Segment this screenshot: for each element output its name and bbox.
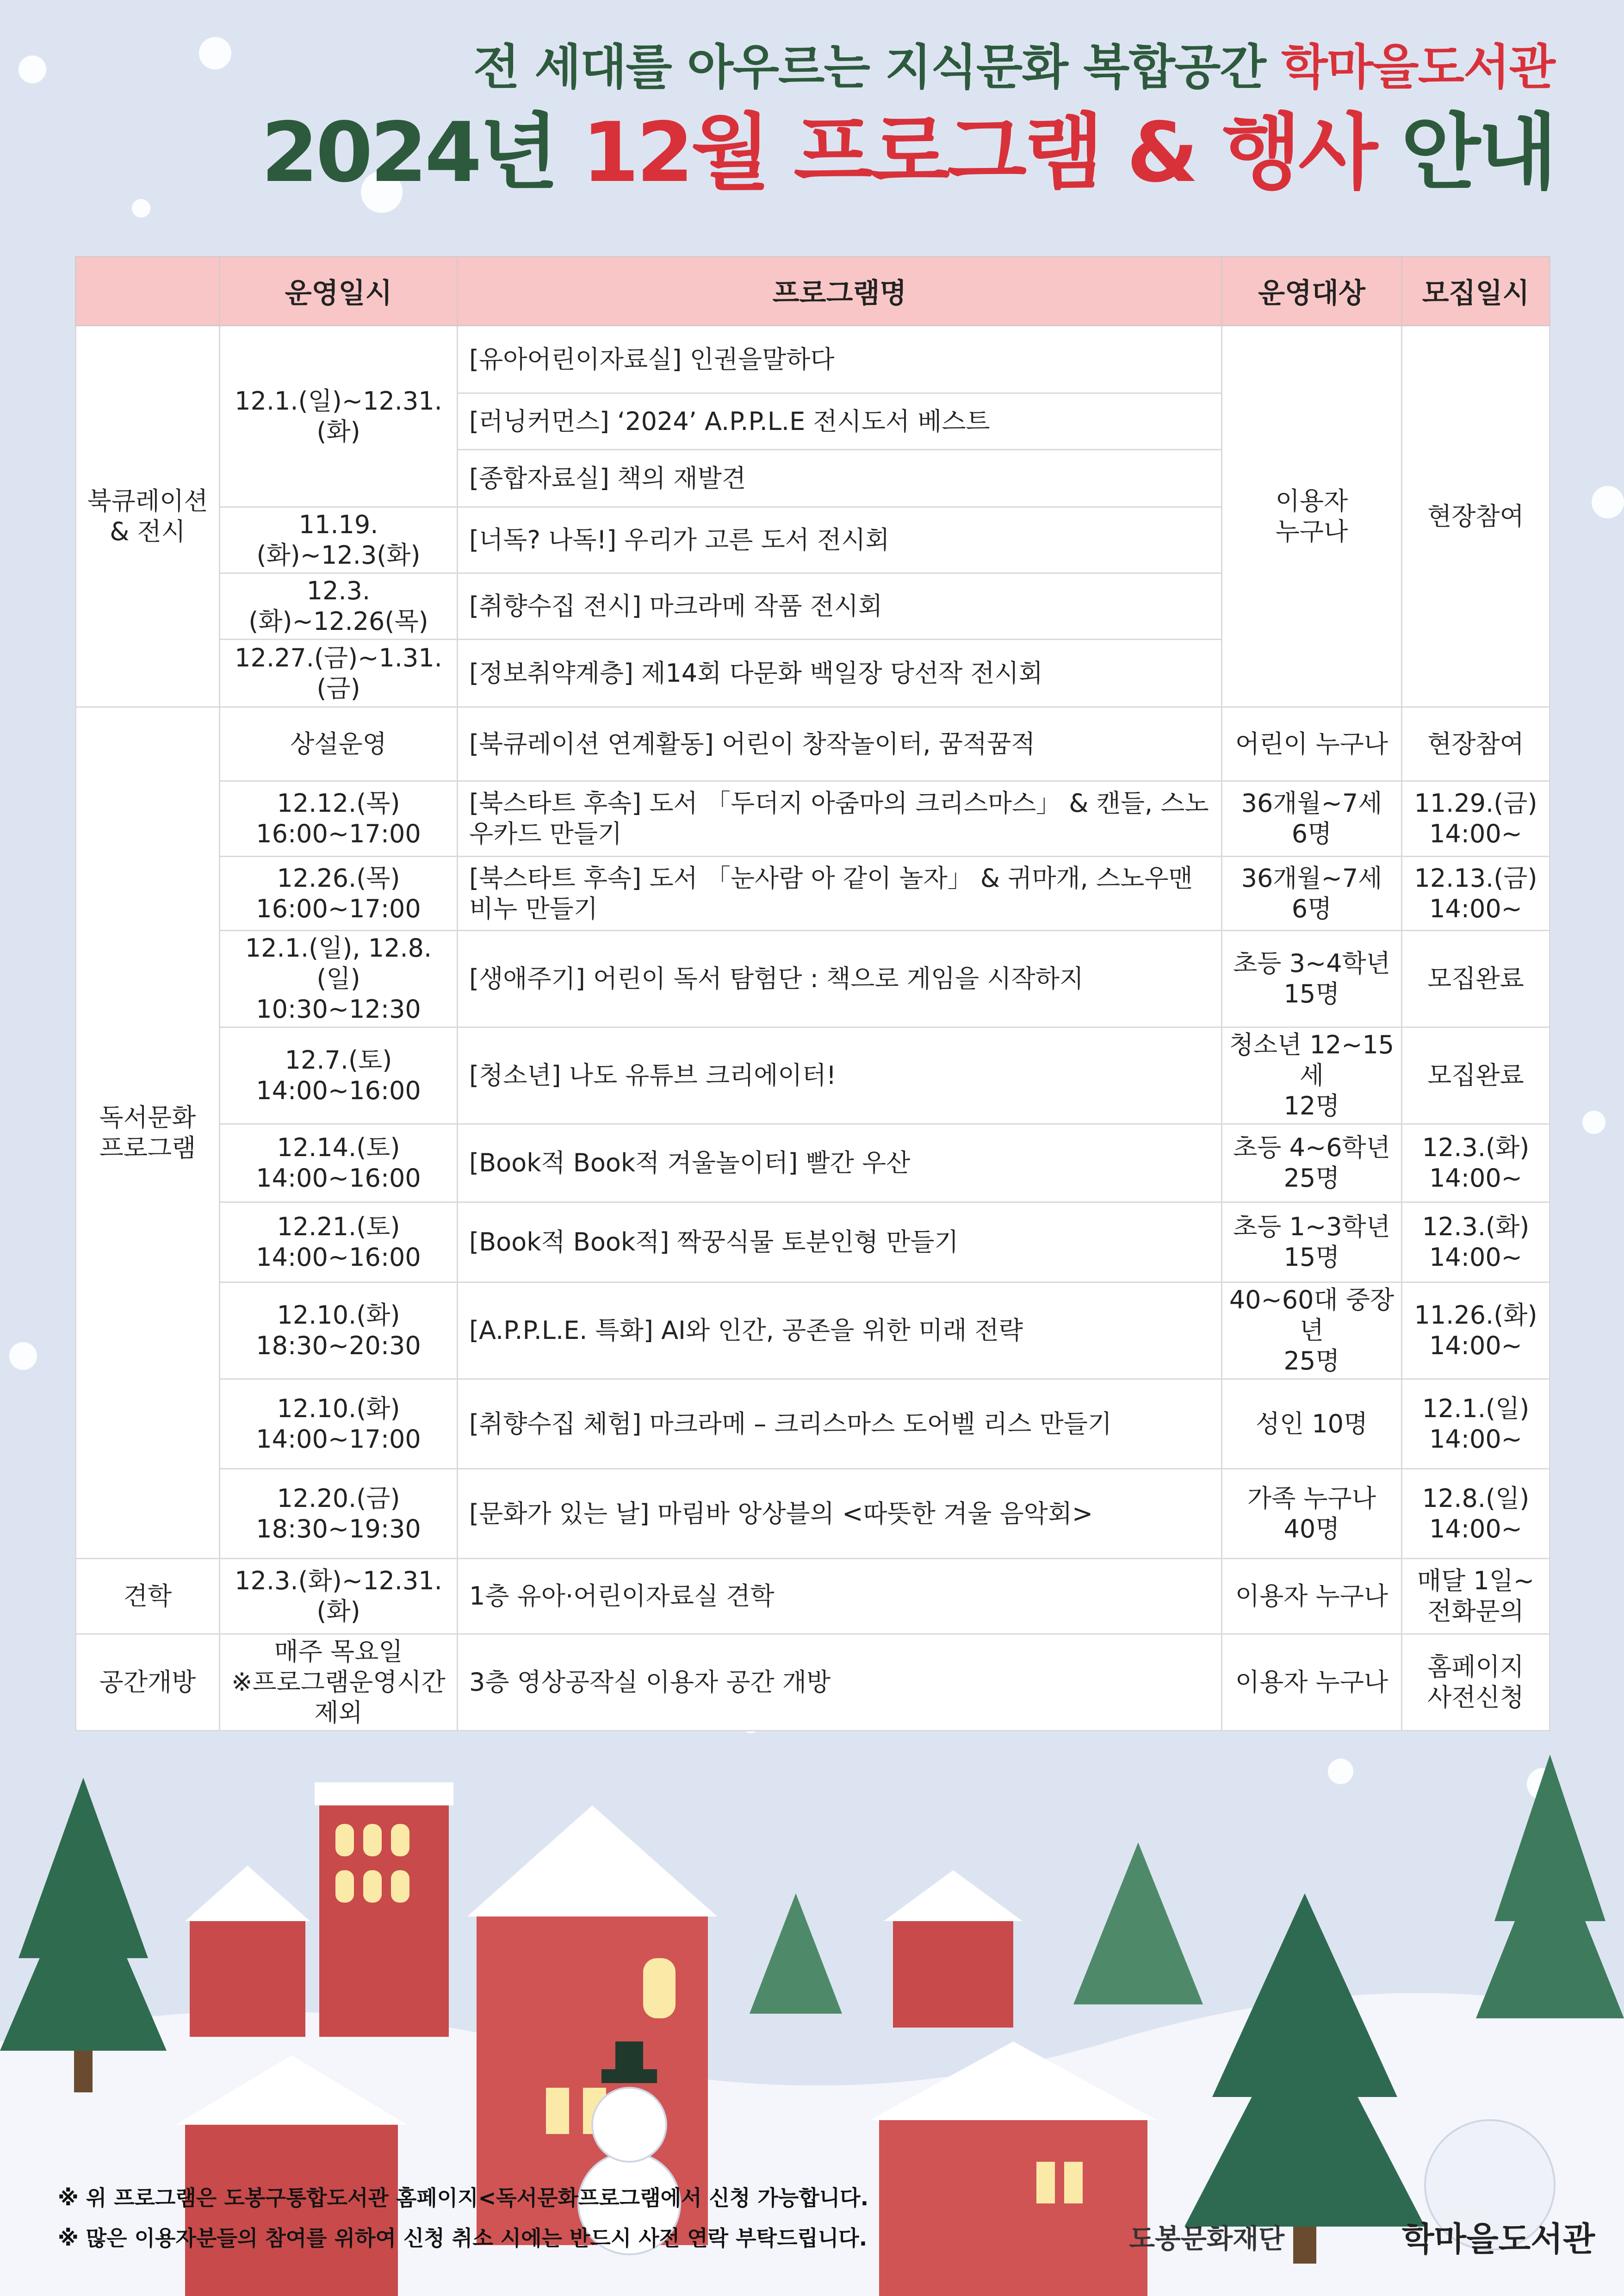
- program-name-cell: [종합자료실] 책의 재발견: [458, 450, 1222, 507]
- subtitle-library: 학마을도서관: [1281, 39, 1555, 95]
- recruit-cell: 현장참여: [1402, 707, 1550, 781]
- recruit-cell: 현장참여: [1402, 326, 1550, 707]
- recruit-cell: 모집완료: [1402, 1027, 1550, 1124]
- foundation-logo: [1129, 2217, 1284, 2256]
- target-cell: 40~60대 중장년 25명: [1222, 1282, 1402, 1379]
- target-cell: 36개월~7세 6명: [1222, 781, 1402, 857]
- title-year: 2024년: [261, 105, 556, 200]
- header-category: [76, 257, 220, 326]
- table-row: [76, 1469, 1550, 1559]
- subtitle-prefix: 전 세대를 아우르는 지식문화 복합공간: [473, 39, 1265, 95]
- table-body: [76, 326, 1550, 1731]
- program-name-cell: [너독? 나독!] 우리가 고른 도서 전시회: [458, 507, 1222, 573]
- table-header-row: [76, 257, 1550, 326]
- recruit-cell: 11.29.(금) 14:00~: [1402, 781, 1550, 857]
- table-row: [76, 1027, 1550, 1124]
- date-cell: 12.7.(토) 14:00~16:00: [220, 1027, 458, 1124]
- header: [0, 32, 1624, 204]
- header-date: 운영일시: [220, 257, 458, 326]
- target-cell: 초등 4~6학년 25명: [1222, 1124, 1402, 1202]
- date-cell: 매주 목요일 ※프로그램운영시간제외: [220, 1634, 458, 1731]
- date-cell: 12.1.(일), 12.8.(일) 10:30~12:30: [220, 931, 458, 1027]
- recruit-cell: 12.3.(화) 14:00~: [1402, 1124, 1550, 1202]
- foundation-logo-text: 도봉문화재단: [1129, 2223, 1285, 2254]
- table-row: [76, 1202, 1550, 1282]
- subtitle: [0, 32, 1555, 102]
- table-row: [76, 781, 1550, 857]
- target-cell: 이용자 누구나: [1222, 1634, 1402, 1731]
- table-row: [76, 326, 1550, 393]
- footnote-1: ※ 위 프로그램은 도봉구통합도서관 홈페이지<독서문화프로그램에서 신청 가능합니다.: [58, 2185, 869, 2210]
- target-cell: 36개월~7세 6명: [1222, 857, 1402, 931]
- target-cell: 이용자 누구나: [1222, 326, 1402, 707]
- table-row: [76, 707, 1550, 781]
- header-program: 프로그램명: [458, 257, 1222, 326]
- title-program: 프로그램 & 행사: [793, 105, 1376, 200]
- date-cell: 12.3.(화)~12.31.(화): [220, 1559, 458, 1634]
- program-name-cell: 1층 유아·어린이자료실 견학: [458, 1559, 1222, 1634]
- table-row: [76, 1124, 1550, 1202]
- table-row: [76, 1634, 1550, 1731]
- pine-tree-left: [0, 1778, 167, 2092]
- small-red-house-left: [185, 1866, 310, 2037]
- recruit-cell: 12.8.(일) 14:00~: [1402, 1469, 1550, 1559]
- page-title: [0, 102, 1555, 204]
- date-cell: 12.3.(화)~12.26(목): [220, 573, 458, 640]
- program-name-cell: [Book적 Book적 겨울놀이터] 빨간 우산: [458, 1124, 1222, 1202]
- table-row: [76, 857, 1550, 931]
- snowflake: [1592, 486, 1624, 518]
- target-cell: 이용자 누구나: [1222, 1559, 1402, 1634]
- program-name-cell: [취향수집 체험] 마크라메 – 크리스마스 도어벨 리스 만들기: [458, 1379, 1222, 1469]
- schedule-table: [75, 256, 1550, 1731]
- tall-red-house: [315, 1782, 453, 2037]
- date-cell: 12.21.(토) 14:00~16:00: [220, 1202, 458, 1282]
- title-suffix: 안내: [1401, 105, 1555, 200]
- table-row: [76, 931, 1550, 1027]
- program-name-cell: [Book적 Book적] 짝꿍식물 토분인형 만들기: [458, 1202, 1222, 1282]
- recruit-cell: 모집완료: [1402, 931, 1550, 1027]
- recruit-cell: 12.1.(일) 14:00~: [1402, 1379, 1550, 1469]
- target-cell: 가족 누구나 40명: [1222, 1469, 1402, 1559]
- program-name-cell: 3층 영상공작실 이용자 공간 개방: [458, 1634, 1222, 1731]
- program-name-cell: [북스타트 후속] 도서 「눈사람 아 같이 놀자」 & 귀마개, 스노우맨 비누 만들기: [458, 857, 1222, 931]
- snowflake: [9, 1342, 37, 1370]
- date-cell: 11.19.(화)~12.3(화): [220, 507, 458, 573]
- target-cell: 청소년 12~15세 12명: [1222, 1027, 1402, 1124]
- program-name-cell: [A.P.P.L.E. 특화] AI와 인간, 공존을 위한 미래 전략: [458, 1282, 1222, 1379]
- table-row: [76, 1282, 1550, 1379]
- date-cell: 12.12.(목) 16:00~17:00: [220, 781, 458, 857]
- table-row: [76, 1559, 1550, 1634]
- date-cell: 12.27.(금)~1.31.(금): [220, 640, 458, 707]
- date-cell: 12.14.(토) 14:00~16:00: [220, 1124, 458, 1202]
- library-logo: [1402, 2212, 1595, 2260]
- date-cell: 12.20.(금) 18:30~19:30: [220, 1469, 458, 1559]
- program-name-cell: [북큐레이션 연계활동] 어린이 창작놀이터, 꿈적꿈적: [458, 707, 1222, 781]
- date-cell: 상설운영: [220, 707, 458, 781]
- target-cell: 초등 3~4학년 15명: [1222, 931, 1402, 1027]
- recruit-cell: 홈페이지 사전신청: [1402, 1634, 1550, 1731]
- target-cell: 성인 10명: [1222, 1379, 1402, 1469]
- small-red-house-right: [884, 1870, 1023, 2028]
- program-name-cell: [유아어린이자료실] 인권을말하다: [458, 326, 1222, 393]
- date-cell: 12.26.(목) 16:00~17:00: [220, 857, 458, 931]
- recruit-cell: 12.13.(금) 14:00~: [1402, 857, 1550, 931]
- title-month: 12월: [582, 105, 768, 200]
- recruit-cell: 매달 1일~ 전화문의: [1402, 1559, 1550, 1634]
- date-cell: 12.10.(화) 14:00~17:00: [220, 1379, 458, 1469]
- snowflake: [1582, 1111, 1605, 1134]
- target-cell: 초등 1~3학년 15명: [1222, 1202, 1402, 1282]
- program-name-cell: [문화가 있는 날] 마림바 앙상블의 <따뜻한 겨울 음악회>: [458, 1469, 1222, 1559]
- table-row: [76, 1379, 1550, 1469]
- header-recruit: 모집일시: [1402, 257, 1550, 326]
- header-target: 운영대상: [1222, 257, 1402, 326]
- program-name-cell: [생애주기] 어린이 독서 탐험단 : 책으로 게임을 시작하지: [458, 931, 1222, 1027]
- library-logo-text: 학마을도서관: [1402, 2220, 1595, 2259]
- category-cell: 견학: [76, 1559, 220, 1634]
- program-name-cell: [취향수집 전시] 마크라메 작품 전시회: [458, 573, 1222, 640]
- category-cell: 공간개방: [76, 1634, 220, 1731]
- program-name-cell: [러닝커먼스] ‘2024’ A.P.P.L.E 전시도서 베스트: [458, 393, 1222, 450]
- category-cell: 북큐레이션 & 전시: [76, 326, 220, 707]
- program-name-cell: [청소년] 나도 유튜브 크리에이터!: [458, 1027, 1222, 1124]
- footnote-2: ※ 많은 이용자분들의 참여를 위하여 신청 취소 시에는 반드시 사전 연락 부탁드립니다.: [58, 2226, 868, 2251]
- category-cell: 독서문화 프로그램: [76, 707, 220, 1559]
- date-cell: 12.1.(일)~12.31.(화): [220, 326, 458, 507]
- program-name-cell: [정보취약계층] 제14회 다문화 백일장 당선작 전시회: [458, 640, 1222, 707]
- program-name-cell: [북스타트 후속] 도서 「두더지 아줌마의 크리스마스」 & 캔들, 스노우카드 만들기: [458, 781, 1222, 857]
- date-cell: 12.10.(화) 18:30~20:30: [220, 1282, 458, 1379]
- recruit-cell: 11.26.(화) 14:00~: [1402, 1282, 1550, 1379]
- pine-tree-far-right: [1476, 1755, 1624, 2018]
- target-cell: 어린이 누구나: [1222, 707, 1402, 781]
- recruit-cell: 12.3.(화) 14:00~: [1402, 1202, 1550, 1282]
